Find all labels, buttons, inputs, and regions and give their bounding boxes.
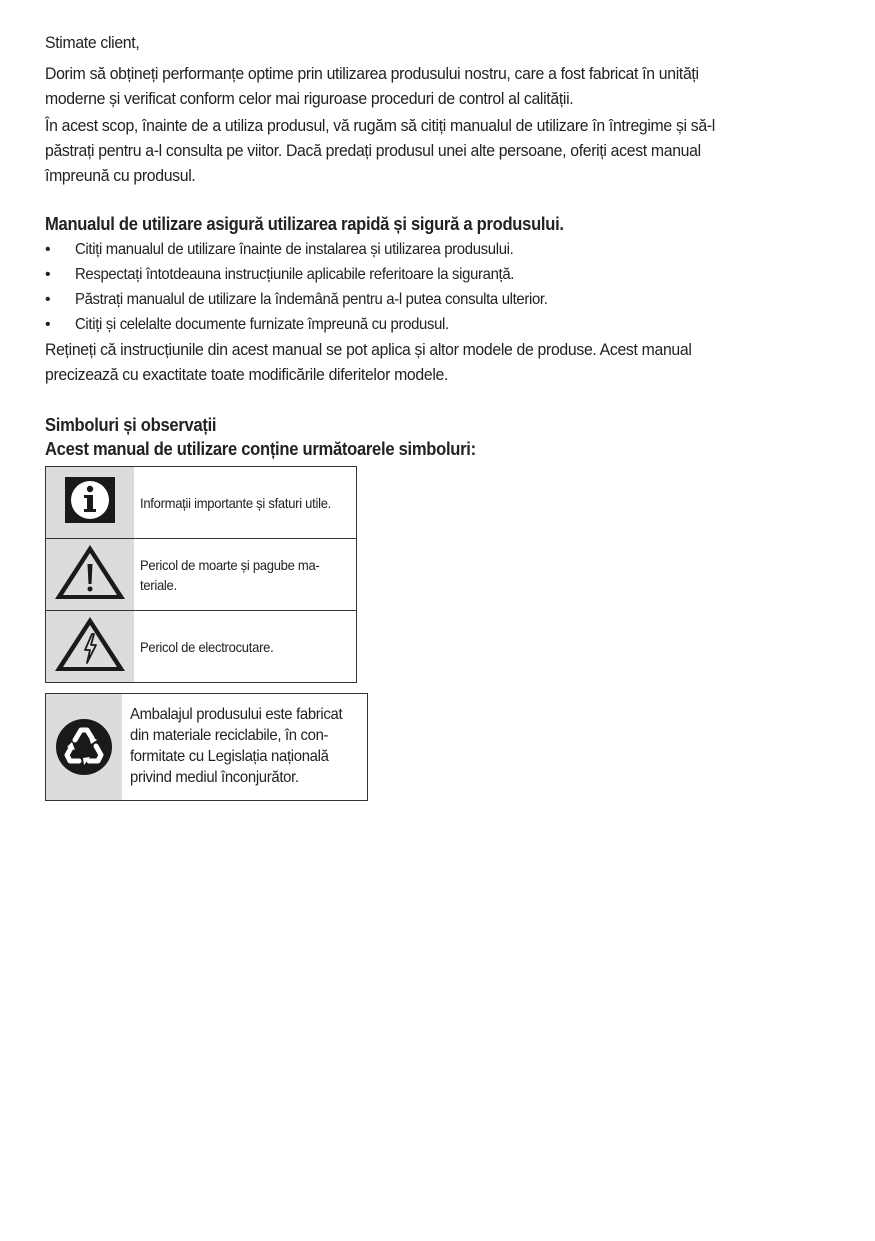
models-note-line-1: Rețineți că instrucțiunile din acest manual se pot aplica și altor modele de produse. Acest manual — [45, 340, 692, 359]
recycle-text-line: din materiale reciclabile, în con- — [130, 727, 329, 744]
manual-section-heading: Manualul de utilizare asigură utilizarea rapidă și sigură a produsului. — [45, 214, 564, 234]
bullet-marker: • — [45, 266, 51, 283]
list-item: • Păstrați manualul de utilizare la îndemână pentru a-l putea consulta ulterior. — [45, 287, 835, 312]
symbols-subheading: Acest manual de utilizare conține următoarele simboluri: — [45, 439, 476, 459]
intro-paragraph-1-line-1: Dorim să obțineți performanțe optime prin utilizarea produsului nostru, care a fost fabricat în unități — [45, 64, 699, 83]
intro-paragraph-2-line-1: În acest scop, înainte de a utiliza produsul, vă rugăm să citiți manualul de utilizare în întregime și să-l — [45, 116, 715, 135]
list-item: • Respectați întotdeauna instrucțiunile aplicabile referitoare la siguranță. — [45, 262, 835, 287]
symbol-description: Pericol de electrocutare. — [140, 638, 274, 655]
models-note-line-2: precizează cu exactitate toate modificările diferitelor modele. — [45, 365, 449, 384]
recycle-notice — [45, 693, 368, 801]
table-row — [46, 467, 357, 539]
info-icon — [63, 475, 117, 525]
list-item: • Citiți manualul de utilizare înainte de instalarea și utilizarea produsului. — [45, 237, 835, 262]
symbol-description-line-1: Pericol de moarte și pagube ma- — [140, 556, 320, 573]
symbol-description-line-2: teriale. — [140, 576, 177, 593]
table-row — [46, 611, 357, 683]
recycle-icon — [55, 718, 113, 776]
table-row — [46, 539, 357, 611]
warning-icon — [53, 542, 127, 602]
greeting: Stimate client, — [45, 33, 140, 52]
recycle-text-line: Ambalajul produsului este fabricat — [130, 706, 343, 723]
intro-paragraph-1 — [45, 61, 836, 111]
electric-shock-icon — [53, 614, 127, 674]
models-note — [45, 337, 836, 387]
intro-paragraph-2-line-2: păstrați pentru a-l consulta pe viitor. Dacă predați produsul unei alte persoane, oferiți acest manual — [45, 141, 701, 160]
recycle-text-line: formitate cu Legislația națională — [130, 748, 329, 765]
symbols-table — [45, 466, 357, 683]
intro-paragraph-2 — [45, 113, 836, 188]
bullet-marker: • — [45, 316, 51, 333]
recycle-text-line: privind mediul înconjurător. — [130, 769, 299, 786]
intro-paragraph-1-line-2: moderne și verificat conform celor mai riguroase proceduri de control al calității. — [45, 89, 574, 108]
symbols-heading: Simboluri și observații — [45, 415, 217, 435]
bullet-marker: • — [45, 291, 51, 308]
manual-page — [45, 30, 835, 801]
list-item: • Citiți și celelalte documente furnizate împreună cu produsul. — [45, 312, 835, 337]
intro-paragraph-2-line-3: împreună cu produsul. — [45, 166, 196, 185]
bullet-marker: • — [45, 241, 51, 258]
symbol-description: Informații importante și sfaturi utile. — [140, 494, 332, 511]
manual-bullet-list — [45, 237, 835, 337]
